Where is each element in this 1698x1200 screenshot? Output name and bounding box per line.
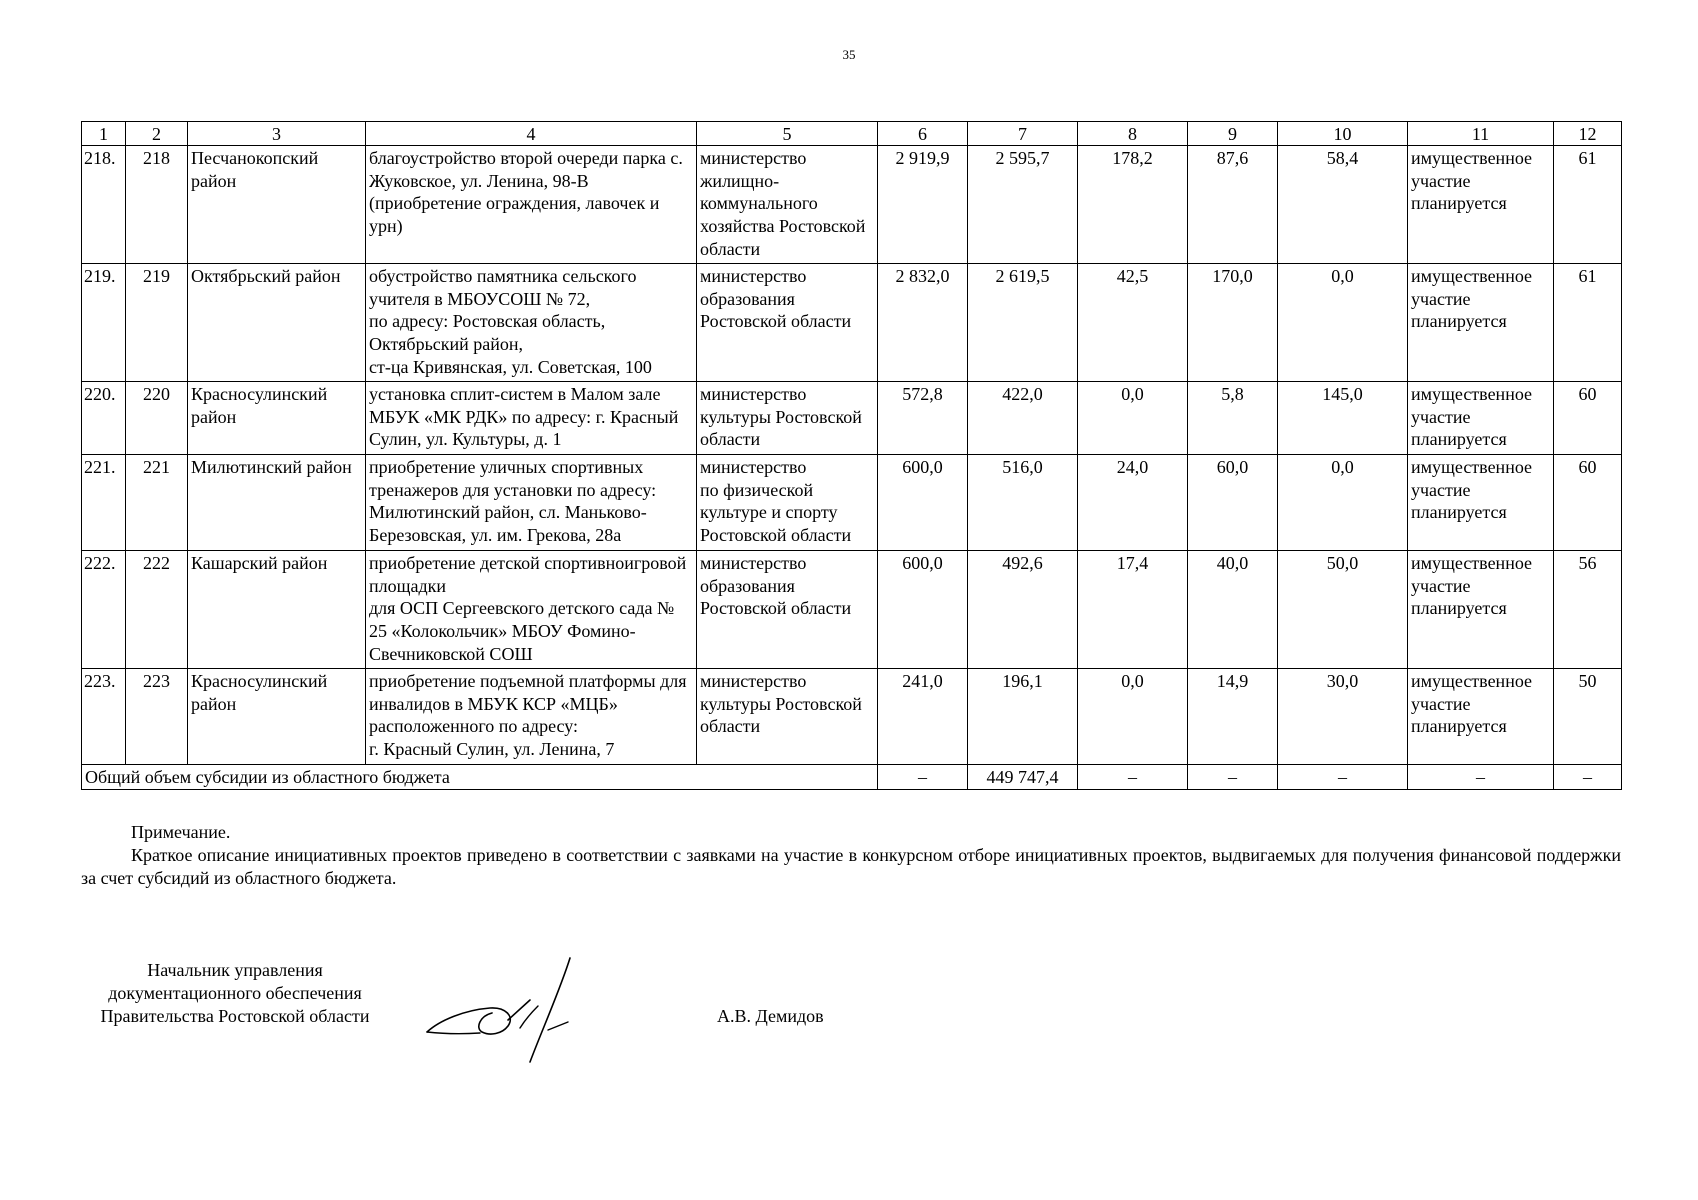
district: Милютинский район <box>188 455 366 551</box>
row-index: 219. <box>82 264 126 382</box>
value-col10: 30,0 <box>1278 669 1408 765</box>
total-row <box>82 765 1622 790</box>
value-col8: 42,5 <box>1078 264 1188 382</box>
value-col7: 2 595,7 <box>968 146 1078 264</box>
score: 61 <box>1554 264 1622 382</box>
total-col11: – <box>1408 765 1554 790</box>
total-col12: – <box>1554 765 1622 790</box>
ministry: министерство культуры Ростовской области <box>697 669 878 765</box>
ministry: министерство по физической культуре и спорту Ростовской области <box>697 455 878 551</box>
value-col6: 600,0 <box>878 551 968 669</box>
row-index: 222. <box>82 551 126 669</box>
project-number: 218 <box>126 146 188 264</box>
score: 56 <box>1554 551 1622 669</box>
value-col9: 14,9 <box>1188 669 1278 765</box>
value-col8: 0,0 <box>1078 669 1188 765</box>
value-col9: 40,0 <box>1188 551 1278 669</box>
participation: имущественное участие планируется <box>1408 382 1554 455</box>
value-col7: 2 619,5 <box>968 264 1078 382</box>
value-col6: 572,8 <box>878 382 968 455</box>
table-row <box>82 551 1622 669</box>
value-col9: 60,0 <box>1188 455 1278 551</box>
score: 50 <box>1554 669 1622 765</box>
value-col9: 87,6 <box>1188 146 1278 264</box>
position-line-3: Правительства Ростовской области <box>100 1006 370 1026</box>
score: 61 <box>1554 146 1622 264</box>
row-index: 221. <box>82 455 126 551</box>
table-row <box>82 264 1622 382</box>
value-col8: 17,4 <box>1078 551 1188 669</box>
value-col6: 2 832,0 <box>878 264 968 382</box>
district: Красносулинский район <box>188 382 366 455</box>
value-col10: 50,0 <box>1278 551 1408 669</box>
score: 60 <box>1554 455 1622 551</box>
value-col8: 178,2 <box>1078 146 1188 264</box>
project-description: приобретение детской спортивноигровой площадки для ОСП Сергеевского детского сада № 25 «Колокольчик» МБОУ Фомино-Свечниковской СОШ <box>366 551 697 669</box>
district: Красносулинский район <box>188 669 366 765</box>
project-description: обустройство памятника сельского учителя в МБОУСОШ № 72, по адресу: Ростовская область, Октябрьский район, ст-ца Кривянская, ул. Советская, 100 <box>366 264 697 382</box>
table-header-row <box>82 122 1622 146</box>
header-cell: 6 <box>878 122 968 146</box>
district: Октябрьский район <box>188 264 366 382</box>
header-cell: 3 <box>188 122 366 146</box>
total-col9: – <box>1188 765 1278 790</box>
header-cell: 1 <box>82 122 126 146</box>
total-col10: – <box>1278 765 1408 790</box>
ministry: министерство образования Ростовской области <box>697 551 878 669</box>
value-col8: 24,0 <box>1078 455 1188 551</box>
row-index: 223. <box>82 669 126 765</box>
projects-table <box>81 121 1622 790</box>
value-col10: 0,0 <box>1278 264 1408 382</box>
signatory-position <box>80 959 390 1028</box>
table-row <box>82 669 1622 765</box>
participation: имущественное участие планируется <box>1408 551 1554 669</box>
ministry: министерство культуры Ростовской области <box>697 382 878 455</box>
project-description: приобретение уличных спортивных тренажеров для установки по адресу: Милютинский район, сл. Маньково-Березовская, ул. им. Грекова, 28а <box>366 455 697 551</box>
ministry: министерство образования Ростовской области <box>697 264 878 382</box>
project-description: благоустройство второй очереди парка с. Жуковское, ул. Ленина, 98-В (приобретение ограждения, лавочек и урн) <box>366 146 697 264</box>
value-col6: 600,0 <box>878 455 968 551</box>
table-row <box>82 455 1622 551</box>
district: Песчанокопский район <box>188 146 366 264</box>
row-index: 220. <box>82 382 126 455</box>
total-label: Общий объем субсидии из областного бюджета <box>82 765 878 790</box>
project-number: 223 <box>126 669 188 765</box>
position-line-2: документационного обеспечения <box>108 983 362 1003</box>
district: Кашарский район <box>188 551 366 669</box>
header-cell: 8 <box>1078 122 1188 146</box>
header-cell: 7 <box>968 122 1078 146</box>
row-index: 218. <box>82 146 126 264</box>
project-number: 222 <box>126 551 188 669</box>
value-col9: 5,8 <box>1188 382 1278 455</box>
value-col7: 196,1 <box>968 669 1078 765</box>
project-number: 221 <box>126 455 188 551</box>
header-cell: 2 <box>126 122 188 146</box>
project-description: приобретение подъемной платформы для инвалидов в МБУК КСР «МЦБ» расположенного по адресу: г. Красный Сулин, ул. Ленина, 7 <box>366 669 697 765</box>
note-title: Примечание. <box>131 822 231 842</box>
header-cell: 9 <box>1188 122 1278 146</box>
header-cell: 5 <box>697 122 878 146</box>
score: 60 <box>1554 382 1622 455</box>
table-row <box>82 146 1622 264</box>
page-number: 35 <box>842 47 856 62</box>
participation: имущественное участие планируется <box>1408 455 1554 551</box>
project-number: 219 <box>126 264 188 382</box>
handwritten-signature <box>420 950 620 1075</box>
header-cell: 11 <box>1408 122 1554 146</box>
project-description: установка сплит-систем в Малом зале МБУК «МК РДК» по адресу: г. Красный Сулин, ул. Культуры, д. 1 <box>366 382 697 455</box>
note-text: Краткое описание инициативных проектов приведено в соответствии с заявками на участие в конкурсном отборе инициативных проектов, выдвигаемых для получения финансовой поддержки за счет субсидий из областного бюджета. <box>81 845 1621 888</box>
value-col7: 516,0 <box>968 455 1078 551</box>
value-col8: 0,0 <box>1078 382 1188 455</box>
value-col10: 145,0 <box>1278 382 1408 455</box>
header-cell: 4 <box>366 122 697 146</box>
participation: имущественное участие планируется <box>1408 669 1554 765</box>
project-number: 220 <box>126 382 188 455</box>
value-col7: 492,6 <box>968 551 1078 669</box>
value-col6: 241,0 <box>878 669 968 765</box>
value-col9: 170,0 <box>1188 264 1278 382</box>
value-col10: 0,0 <box>1278 455 1408 551</box>
total-col6: – <box>878 765 968 790</box>
header-cell: 10 <box>1278 122 1408 146</box>
value-col7: 422,0 <box>968 382 1078 455</box>
value-col10: 58,4 <box>1278 146 1408 264</box>
note-section <box>81 821 1621 890</box>
total-col8: – <box>1078 765 1188 790</box>
signatory-name: А.В. Демидов <box>717 1006 824 1026</box>
ministry: министерство жилищно-коммунального хозяйства Ростовской области <box>697 146 878 264</box>
participation: имущественное участие планируется <box>1408 146 1554 264</box>
position-line-1: Начальник управления <box>147 960 323 980</box>
header-cell: 12 <box>1554 122 1622 146</box>
participation: имущественное участие планируется <box>1408 264 1554 382</box>
total-col7: 449 747,4 <box>968 765 1078 790</box>
table-row <box>82 382 1622 455</box>
value-col6: 2 919,9 <box>878 146 968 264</box>
